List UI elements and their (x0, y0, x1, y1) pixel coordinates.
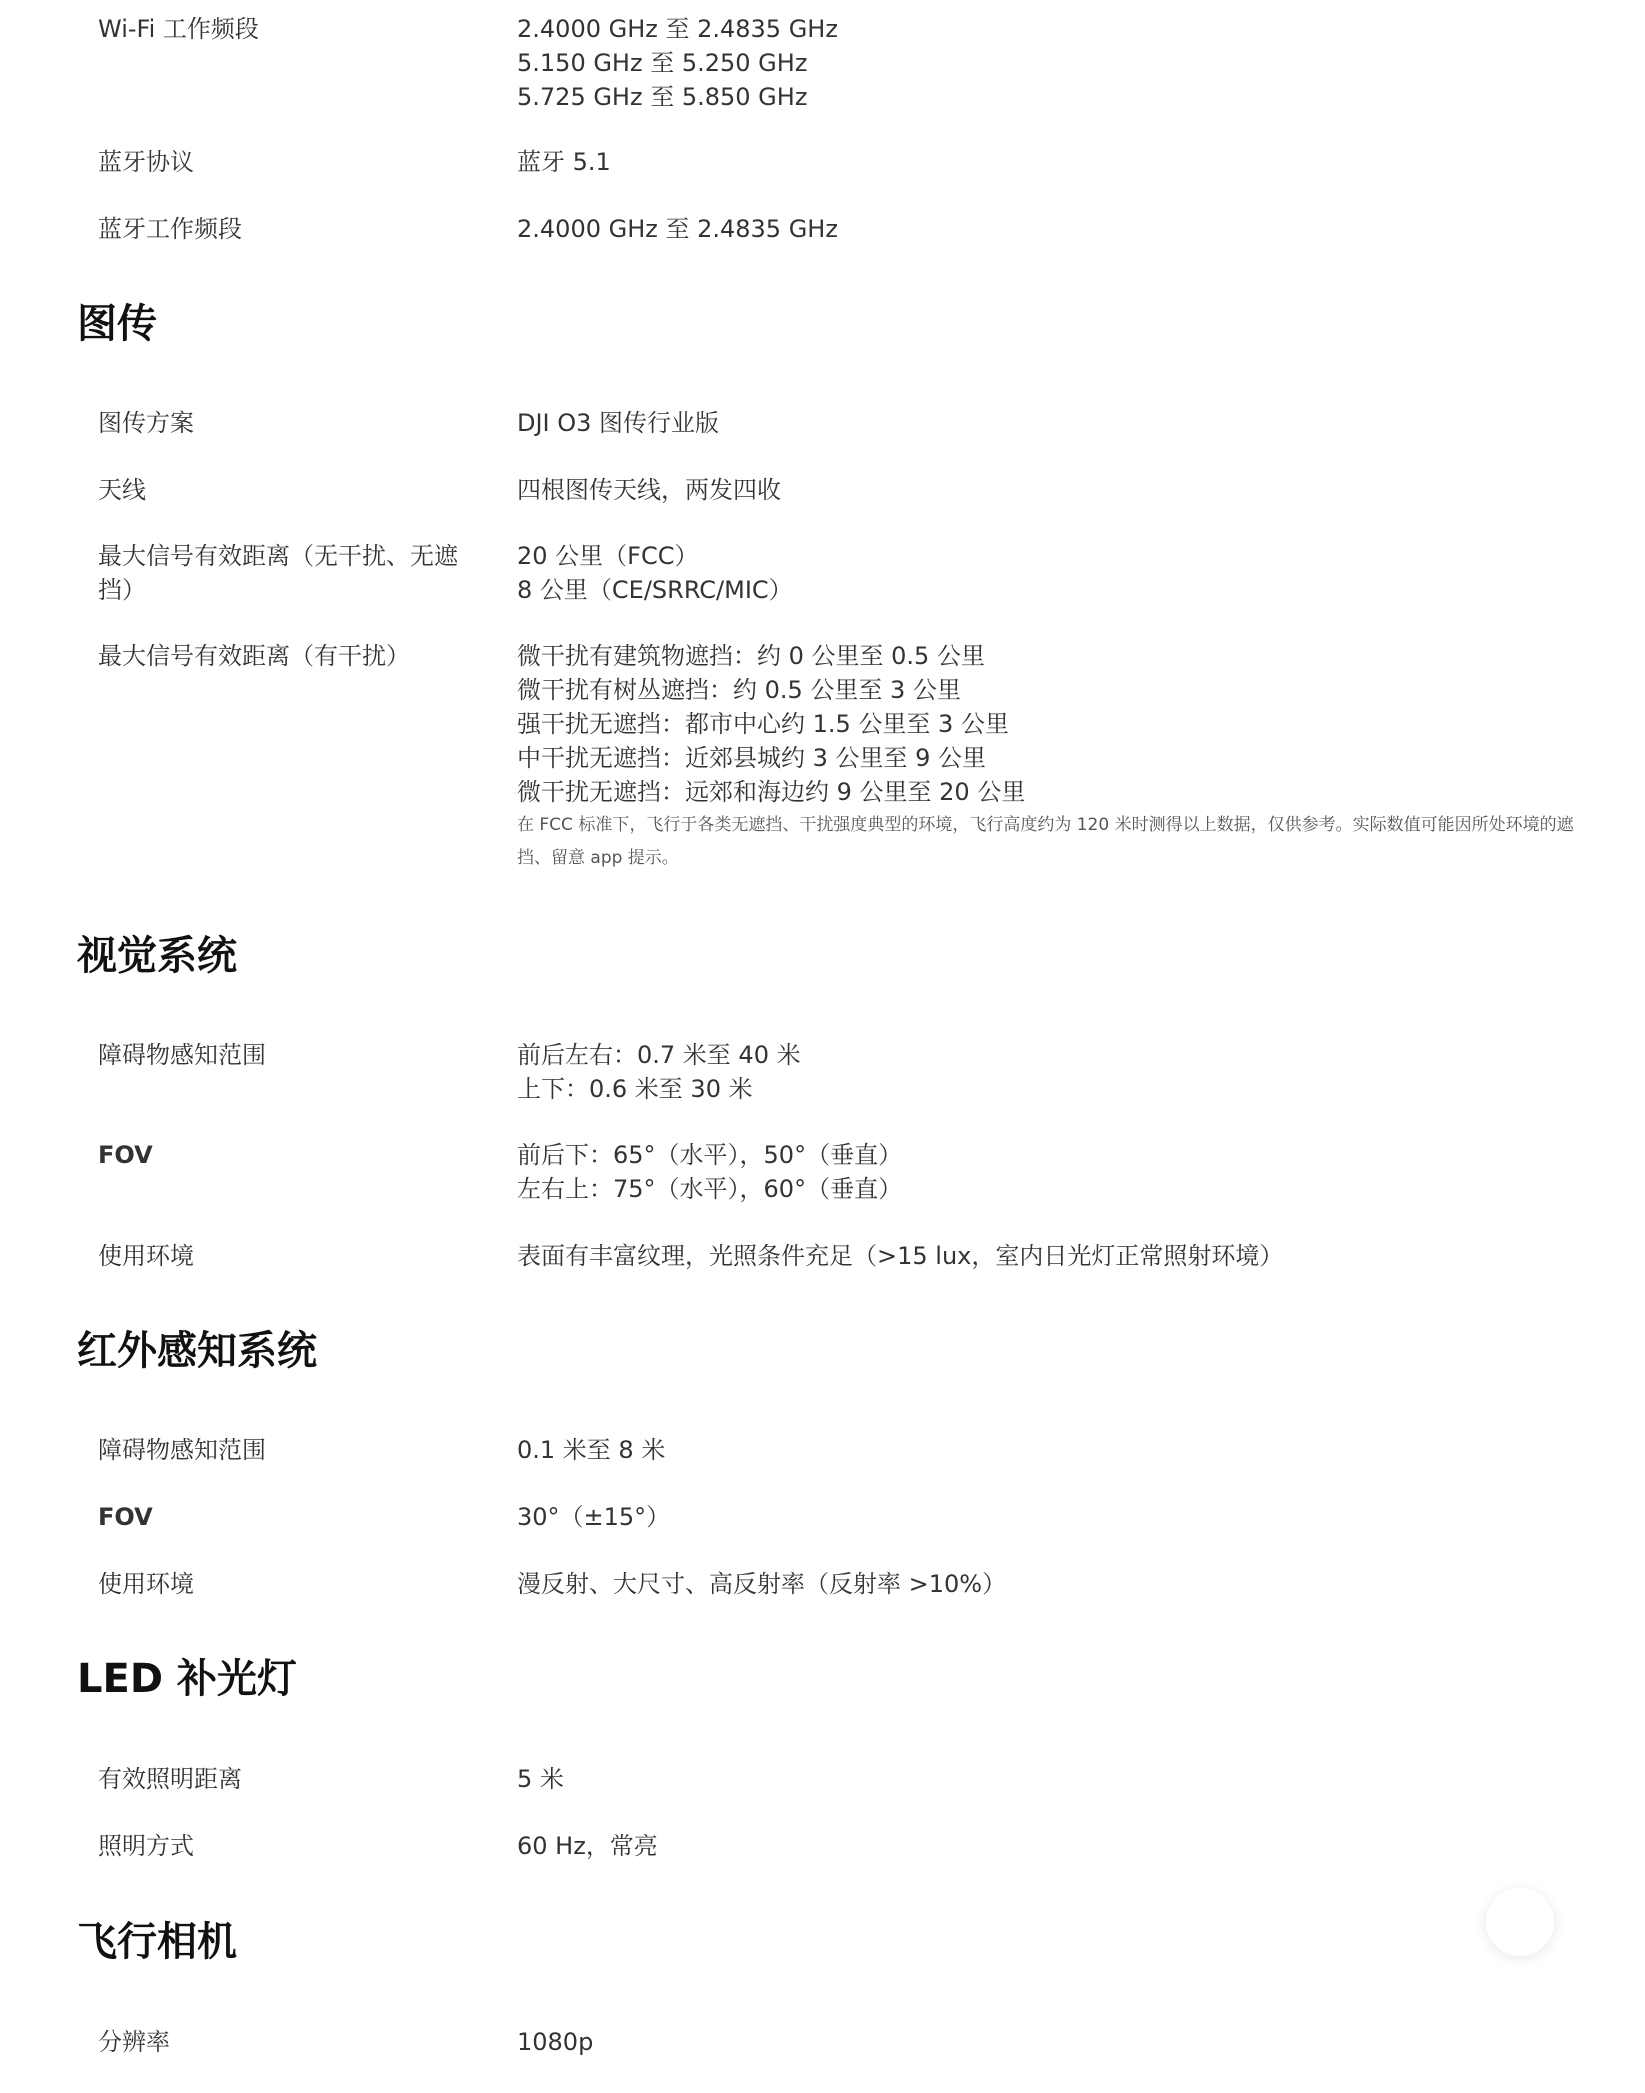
spec-value-line: 5.150 GHz 至 5.250 GHz (517, 49, 808, 77)
spec-value-line: 上下：0.6 米至 30 米 (517, 1075, 753, 1103)
spec-value (517, 212, 1597, 246)
spec-value-line: 中干扰无遮挡：近郊县城约 3 公里至 9 公里 (517, 744, 987, 772)
spec-label: 使用环境 (98, 1242, 194, 1270)
spec-value-line: DJI O3 图传行业版 (517, 409, 720, 437)
spec-value-line: 微干扰无遮挡：远郊和海边约 9 公里至 20 公里 (517, 778, 1026, 806)
spec-value (517, 639, 1597, 875)
spec-value (517, 1138, 1597, 1206)
spec-label: 图传方案 (98, 409, 194, 437)
spec-value-line: 表面有丰富纹理，光照条件充足（>15 lux，室内日光灯正常照射环境） (517, 1242, 1284, 1270)
spec-value-line: 60 Hz，常亮 (517, 1832, 658, 1860)
spec-value (517, 12, 1597, 114)
spec-value (517, 1038, 1597, 1106)
spec-value-line: 前后左右：0.7 米至 40 米 (517, 1041, 801, 1069)
spec-label: 分辨率 (98, 2028, 170, 2056)
section-title-led: LED 补光灯 (77, 1656, 297, 1702)
section-title-vision: 视觉系统 (77, 933, 237, 979)
spec-value (517, 145, 1597, 179)
spec-value (517, 406, 1597, 440)
spec-value-line: 5 米 (517, 1765, 564, 1793)
spec-value (517, 1239, 1597, 1273)
spec-value (517, 1762, 1597, 1796)
spec-value (517, 1567, 1597, 1601)
spec-value (517, 1829, 1597, 1863)
spec-label: 最大信号有效距离（有干扰） (98, 642, 410, 670)
spec-label: 障碍物感知范围 (98, 1041, 266, 1069)
spec-value-line: 0.1 米至 8 米 (517, 1436, 666, 1464)
spec-label: 蓝牙工作频段 (98, 215, 242, 243)
spec-label: FOV (98, 1503, 153, 1531)
floating-action-button[interactable] (1486, 1888, 1554, 1956)
spec-label: 有效照明距离 (98, 1765, 242, 1793)
spec-value-line: 5.725 GHz 至 5.850 GHz (517, 83, 808, 111)
section-title-transmission: 图传 (77, 301, 157, 347)
spec-value-line: 前后下：65°（水平），50°（垂直） (517, 1141, 903, 1169)
spec-label: 蓝牙协议 (98, 148, 194, 176)
spec-value-line: 2.4000 GHz 至 2.4835 GHz (517, 15, 838, 43)
spec-value-line: 四根图传天线，两发四收 (517, 476, 781, 504)
spec-value-line: 蓝牙 5.1 (517, 148, 611, 176)
spec-label: 障碍物感知范围 (98, 1436, 266, 1464)
spec-value-line: 20 公里（FCC） (517, 542, 699, 570)
spec-value-line: 漫反射、大尺寸、高反射率（反射率 >10%） (517, 1570, 1007, 1598)
spec-label: 天线 (98, 476, 146, 504)
spec-value-line: 30°（±15°） (517, 1503, 671, 1531)
spec-value-line: 左右上：75°（水平），60°（垂直） (517, 1175, 903, 1203)
spec-value-line: 强干扰无遮挡：都市中心约 1.5 公里至 3 公里 (517, 710, 1009, 738)
section-title-camera: 飞行相机 (77, 1919, 237, 1965)
section-title-infrared: 红外感知系统 (77, 1328, 317, 1374)
spec-label: Wi-Fi 工作频段 (98, 15, 259, 43)
spec-value-line: 8 公里（CE/SRRC/MIC） (517, 576, 793, 604)
spec-value-line: 微干扰有树丛遮挡：约 0.5 公里至 3 公里 (517, 676, 961, 704)
spec-label: 最大信号有效距离（无干扰、无遮挡） (98, 542, 458, 604)
spec-value-line: 2.4000 GHz 至 2.4835 GHz (517, 215, 838, 243)
spec-value (517, 1433, 1597, 1467)
spec-note: 在 FCC 标准下，飞行于各类无遮挡、干扰强度典型的环境，飞行高度约为 120 米时测得以上数据，仅供参考。实际数值可能因所处环境的遮挡、留意 app 提示。 (517, 815, 1574, 868)
spec-label: 使用环境 (98, 1570, 194, 1598)
spec-value-line: 微干扰有建筑物遮挡：约 0 公里至 0.5 公里 (517, 642, 985, 670)
spec-value (517, 2025, 1597, 2059)
spec-value (517, 473, 1597, 507)
spec-value (517, 1500, 1597, 1534)
spec-value (517, 539, 1597, 607)
spec-value-line: 1080p (517, 2028, 594, 2056)
spec-label: 照明方式 (98, 1832, 194, 1860)
spec-label: FOV (98, 1141, 153, 1169)
